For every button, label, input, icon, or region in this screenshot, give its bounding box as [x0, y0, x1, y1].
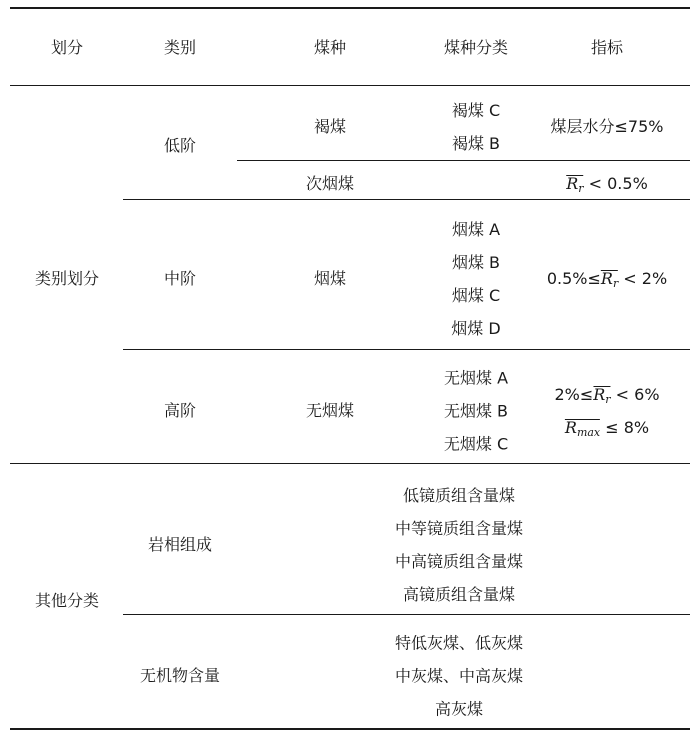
- class-item: 褐煤 B: [451, 134, 501, 153]
- coal-type-lignite: 褐煤: [313, 117, 347, 136]
- reflectance-symbol: $R_r$: [566, 174, 584, 195]
- group-other-classification: 其他分类: [34, 591, 100, 610]
- top-rule: [10, 7, 690, 9]
- header-category: 类别: [163, 38, 197, 57]
- class-item: 中等镜质组含量煤: [394, 519, 524, 538]
- class-item: 无烟煤 C: [443, 434, 509, 454]
- bituminous-classes: [451, 213, 500, 345]
- indicator-anthracite-max-reflectance: $R_{max} \le 8\%$: [564, 418, 650, 439]
- category-division-rule: [10, 463, 690, 464]
- inorganic-classes: [395, 627, 523, 726]
- class-item: 无烟煤 B: [443, 401, 509, 421]
- petrographic-classes: [395, 479, 523, 611]
- class-item: 高灰煤: [434, 699, 484, 719]
- coal-type-subbituminous: 次烟煤: [305, 174, 355, 193]
- class-item: 特低灰煤、低灰煤: [394, 633, 524, 653]
- category-high-rank: 高阶: [163, 401, 197, 420]
- lignite-rule: [237, 160, 690, 161]
- class-item: 烟煤 C: [451, 286, 501, 305]
- category-low-rank: 低阶: [163, 136, 197, 155]
- class-item: 高镜质组含量煤: [402, 585, 516, 604]
- class-item: 烟煤 D: [451, 319, 501, 338]
- header-coal-class: 煤种分类: [443, 38, 509, 57]
- group-category-division: 类别划分: [34, 269, 100, 288]
- category-inorganic: 无机物含量: [139, 666, 221, 685]
- indicator-bituminous: $0.5\%\le R_r < 2\%$: [546, 269, 668, 290]
- class-item: 烟煤 A: [451, 220, 501, 239]
- reflectance-symbol: $R_r$: [593, 385, 611, 406]
- indicator-lignite: 煤层水分≤75%: [550, 117, 664, 136]
- class-item: 低镜质组含量煤: [402, 486, 516, 505]
- header-rule: [10, 85, 690, 86]
- indicator-anthracite-reflectance: $2\%\le R_r < 6\%$: [554, 385, 660, 406]
- lignite-classes: [452, 94, 500, 160]
- category-mid-rank: 中阶: [163, 269, 197, 288]
- class-item: 烟煤 B: [451, 253, 501, 272]
- header-indicator: 指标: [590, 38, 624, 57]
- reflectance-symbol: $R_r$: [600, 269, 619, 290]
- indicator-subbituminous: $R_r < 0.5\%$: [566, 174, 648, 195]
- header-division: 划分: [50, 38, 84, 57]
- class-item: 中高镜质组含量煤: [394, 552, 524, 571]
- coal-type-anthracite: 无烟煤: [305, 401, 355, 420]
- max-reflectance-symbol: $R_{max}$: [564, 418, 601, 439]
- class-item: 无烟煤 A: [443, 368, 509, 388]
- petrographic-rule: [123, 614, 690, 615]
- category-petrographic: 岩相组成: [147, 535, 213, 554]
- header-coal-type: 煤种: [313, 38, 347, 57]
- anthracite-classes: [444, 362, 508, 461]
- class-item: 中灰煤、中高灰煤: [394, 666, 524, 686]
- coal-type-bituminous: 烟煤: [313, 269, 347, 288]
- class-item: 褐煤 C: [451, 101, 501, 120]
- low-rank-rule: [123, 199, 690, 200]
- mid-rank-rule: [123, 349, 690, 350]
- bottom-rule: [10, 728, 690, 730]
